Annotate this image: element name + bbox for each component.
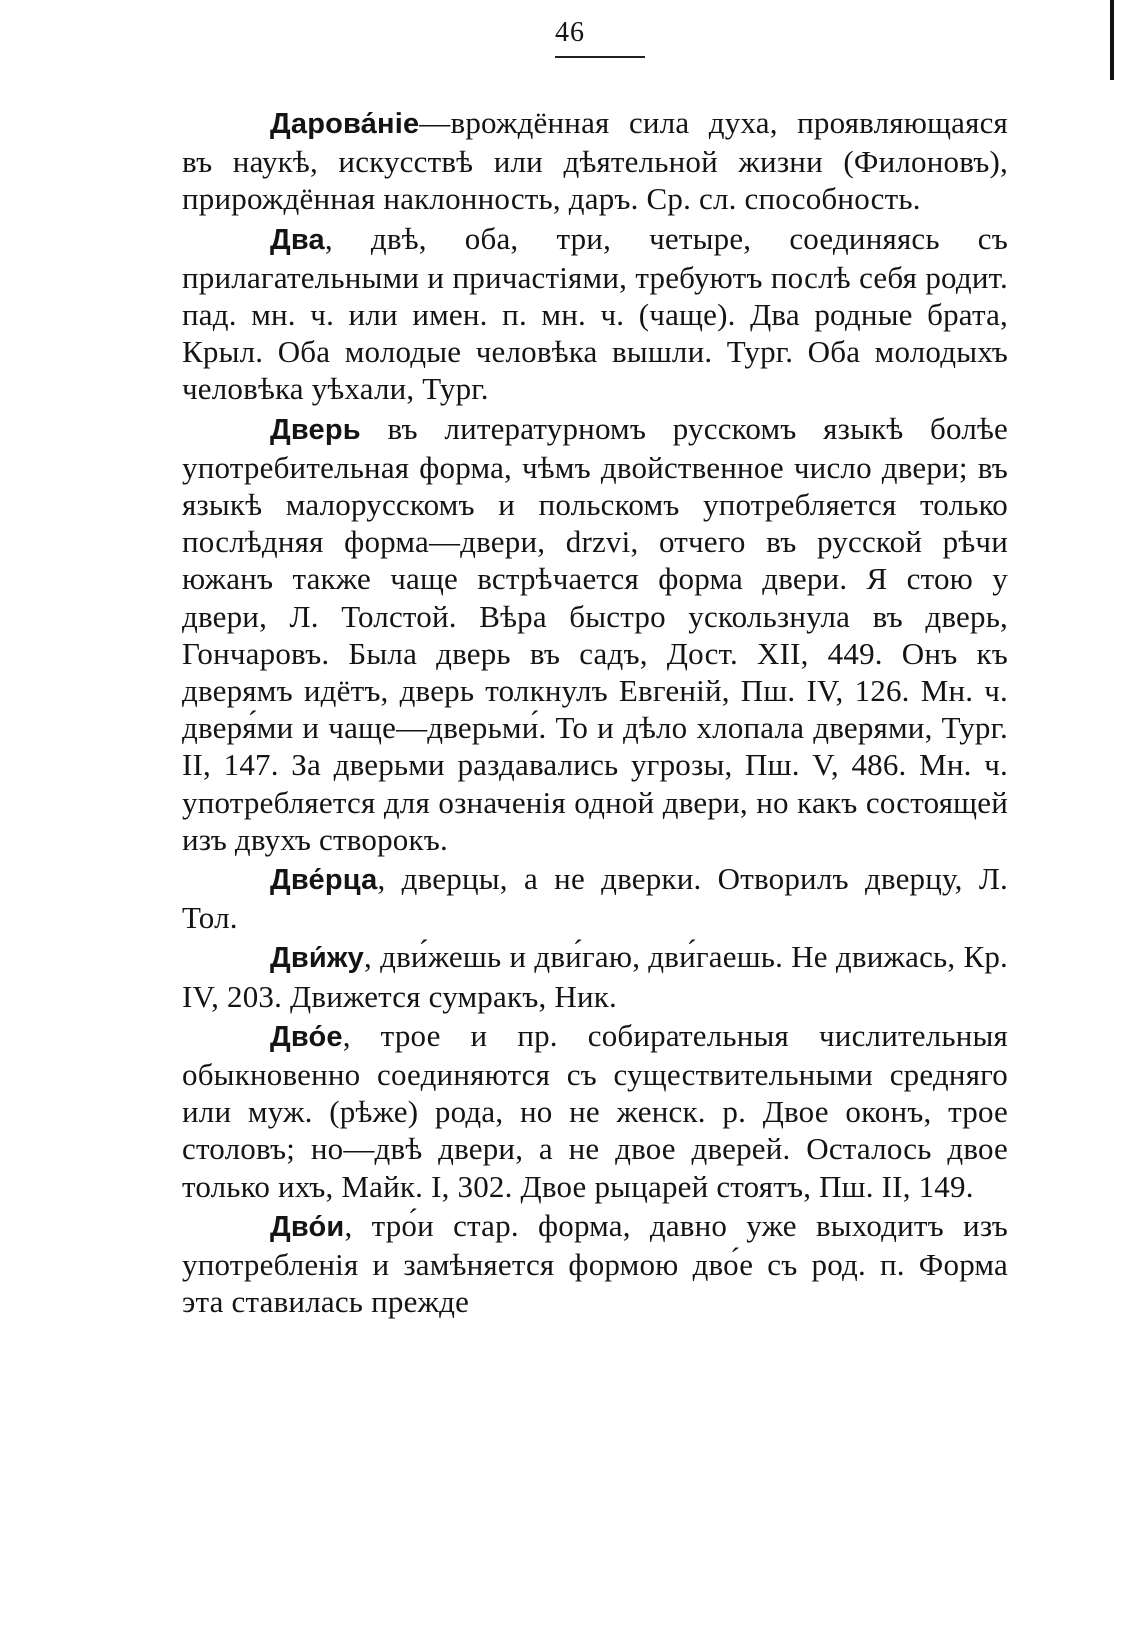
entry-headword: Дво́и <box>270 1210 345 1243</box>
entry-headword: Дверь <box>270 413 361 446</box>
dictionary-page-body <box>182 104 1008 1321</box>
entry-headword: Две́рца <box>270 864 378 897</box>
page-number-rule <box>555 56 645 58</box>
entry-dver <box>182 410 1008 858</box>
entry-dvoi <box>182 1207 1008 1321</box>
entry-dva <box>182 220 1008 408</box>
entry-text: —врождённая сила духа, проявляющаяся въ наукѣ, искусствѣ или дѣятельной жизни (Филоновъ), прирождённая наклонность, даръ. Ср. сл. способность. <box>182 105 1008 217</box>
entry-headword: Дви́жу <box>270 942 365 975</box>
entry-headword: Дарова́ніе <box>270 108 420 140</box>
entry-dvizhu <box>182 938 1008 1014</box>
entry-headword: Дво́е <box>270 1020 343 1053</box>
page-number: 46 <box>555 17 585 48</box>
entry-text: , двѣ, оба, три, четыре, соединяясь съ прилагательными и причастіями, требуютъ послѣ себя родит. пад. мн. ч. или имен. п. мн. ч. (чаще). Два родные брата, Крыл. Оба молодые человѣка вышли. Тург. Оба молодыхъ человѣка уѣхали, Тург. <box>182 220 1008 407</box>
entry-headword: Два <box>270 223 325 256</box>
entry-dvertsa <box>182 860 1008 936</box>
entry-text: , трое и пр. собирательныя числительныя обыкновенно соединяются съ существительными средняго или муж. (рѣже) рода, но не женск. р. Двое оконъ, трое столовъ; но—двѣ двери, а не двое дверей. Осталось двое только ихъ, Майк. I, 302. Двое рыцарей стоятъ, Пш. II, 149. <box>182 1017 1008 1204</box>
entry-darovanie <box>182 104 1008 218</box>
entry-dvoe <box>182 1017 1008 1205</box>
entry-text: , дверцы, а не дверки. Отворилъ дверцу, Л. Тол. <box>182 861 1008 936</box>
entry-text: , тро́и стар. форма, давно уже выходитъ изъ употребленія и замѣняется формою дво́е съ род. п. Форма эта ставилась прежде <box>182 1207 1008 1320</box>
entry-text: , дви́жешь и дви́гаю, дви́гаешь. Не движась, Кр. IV, 203. Движется сумракъ, Ник. <box>182 939 1008 1014</box>
entry-text: въ литературномъ русскомъ языкѣ болѣе употребительная форма, чѣмъ двойственное число двери; въ языкѣ малорусскомъ и польскомъ употребляется только послѣдняя форма—двери, drzvi, отчего въ русской рѣчи южанъ также чаще встрѣчается форма двери. Я стою у двери, Л. Толстой. Вѣра быстро ускользнула въ дверь, Гончаровъ. Была дверь въ садъ, Дост. XII, 449. Онъ къ дверямъ идётъ, дверь толкнулъ Евгеній, Пш. IV, 126. Мн. ч. дверя́ми и чаще—дверьми́. То и дѣло хлопала дверями, Тург. II, 147. За дверьми раздавались угрозы, Пш. V, 486. Мн. ч. употребляется для означенія одной двери, но какъ состоящей изъ двухъ створокъ. <box>182 410 1008 857</box>
